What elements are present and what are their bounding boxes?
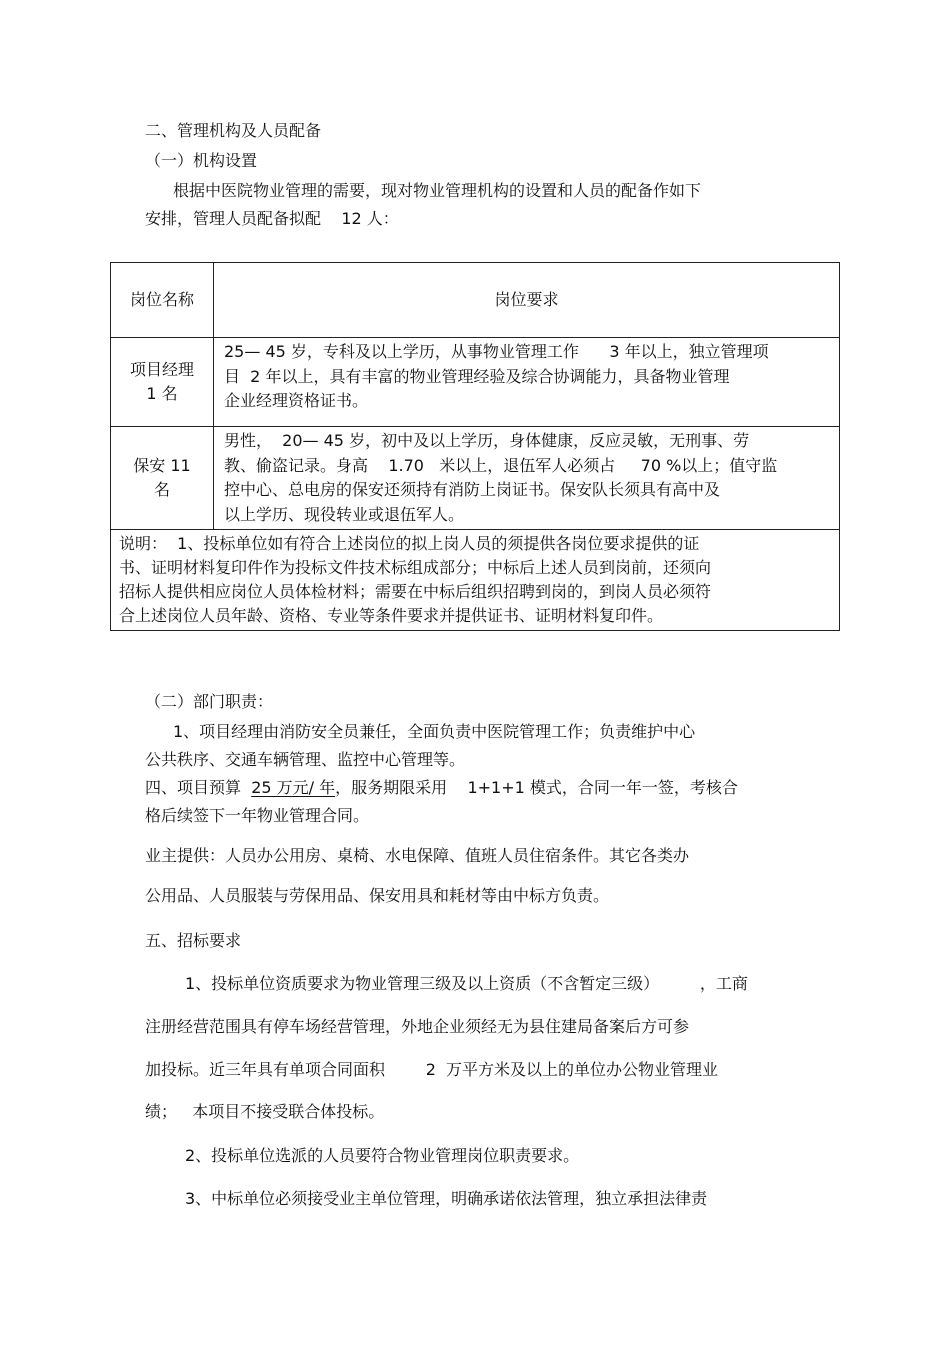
note-line: 说明： 1、投标单位如有符合上述岗位的拟上岗人员的须提供各岗位要求提供的证 bbox=[119, 534, 700, 553]
position-name-manager bbox=[111, 338, 214, 427]
table-note bbox=[111, 530, 840, 631]
table-row bbox=[111, 338, 840, 427]
duty-line-1: 1、项目经理由消防安全员兼任，全面负责中医院管理工作；负责维护中心 bbox=[173, 722, 696, 741]
section-heading-requirements: 五、招标要求 bbox=[145, 931, 242, 950]
position-requirements-security bbox=[214, 427, 840, 530]
header-position-name: 岗位名称 bbox=[111, 263, 214, 338]
note-line: 合上述岗位人员年龄、资格、专业等条件要求并提供证书、证明材料复印件。 bbox=[119, 606, 664, 625]
position-name-security bbox=[111, 427, 214, 530]
note-line: 招标人提供相应岗位人员体检材料；需要在中标后组织招聘到岗的，到岗人员必须符 bbox=[119, 582, 712, 601]
requirement-line: 企业经理资格证书。 bbox=[224, 391, 369, 410]
requirement-line: 目 2 年以上，具有丰富的物业管理经验及综合协调能力，具备物业管理 bbox=[224, 366, 730, 386]
subheading-organization: （一）机构设置 bbox=[145, 151, 258, 170]
position-name-line: 1 名 bbox=[146, 384, 178, 403]
requirement-item-1-cont-2: 加投标。近三年具有单项合同面积 2 万平方米及以上的单位办公物业管理业 bbox=[145, 1060, 719, 1079]
note-line: 书、证明材料复印件作为投标文件技术标组成部分；中标后上述人员到岗前，还须向 bbox=[119, 558, 712, 577]
position-requirements-manager bbox=[214, 338, 840, 427]
budget-prefix: 四、项目预算 bbox=[145, 778, 252, 797]
budget-line-1 bbox=[145, 777, 738, 799]
subheading-duties: （二）部门职责： bbox=[145, 692, 274, 711]
duty-line-2: 公共秩序、交通车辆管理、监控中心管理等。 bbox=[145, 750, 466, 769]
budget-amount: 25 万元/ 年 bbox=[251, 778, 336, 797]
intro-line-2: 安排，管理人员配备拟配 12 人： bbox=[145, 209, 399, 228]
position-name-line: 项目经理 bbox=[129, 360, 194, 379]
table-row bbox=[111, 427, 840, 530]
budget-line-2: 格后续签下一年物业管理合同。 bbox=[145, 806, 370, 825]
requirement-line: 25— 45 岁，专科及以上学历，从事物业管理工作 3 年以上，独立管理项 bbox=[224, 342, 769, 361]
owner-provides-line-2: 公用品、人员服装与劳保用品、保安用具和耗材等由中标方负责。 bbox=[145, 886, 610, 905]
requirement-item-1: 1、投标单位资质要求为物业管理三级及以上资质（不含暂定三级） ，工商 bbox=[185, 974, 748, 993]
requirement-line: 教、偷盗记录。身高 1.70 米以上，退伍军人必须占 70 %以上；值守监 bbox=[224, 455, 778, 475]
table-note-row bbox=[111, 530, 840, 631]
requirement-item-2: 2、投标单位选派的人员要符合物业管理岗位职责要求。 bbox=[185, 1146, 580, 1165]
position-name-line: 名 bbox=[153, 480, 170, 499]
requirement-line: 以上学历、现役转业或退伍军人。 bbox=[224, 504, 465, 524]
position-name-line: 保安 11 bbox=[133, 456, 191, 475]
intro-line-1: 根据中医院物业管理的需要，现对物业管理机构的设置和人员的配备作如下 bbox=[173, 181, 702, 200]
requirement-item-1-cont-1: 注册经营范围具有停车场经营管理，外地企业须经无为县住建局备案后方可参 bbox=[145, 1017, 690, 1036]
requirement-line: 控中心、总电房的保安还须持有消防上岗证书。保安队长须具有高中及 bbox=[224, 480, 721, 499]
owner-provides-line-1: 业主提供：人员办公用房、桌椅、水电保障、值班人员住宿条件。其它各类办 bbox=[145, 846, 690, 865]
requirement-line: 男性， 20— 45 岁，初中及以上学历，身体健康，反应灵敏，无刑事、劳 bbox=[224, 431, 750, 450]
budget-suffix: ，服务期限采用 1+1+1 模式，合同一年一签，考核合 bbox=[335, 778, 738, 797]
section-heading-management: 二、管理机构及人员配备 bbox=[145, 121, 322, 140]
requirement-item-1-cont-3: 绩； 本项目不接受联合体投标。 bbox=[145, 1102, 385, 1121]
staffing-table bbox=[110, 262, 840, 631]
requirement-item-3: 3、中标单位必须接受业主单位管理，明确承诺依法管理，独立承担法律责 bbox=[185, 1189, 708, 1208]
table-header-row bbox=[111, 263, 840, 338]
header-position-requirements: 岗位要求 bbox=[214, 263, 840, 338]
